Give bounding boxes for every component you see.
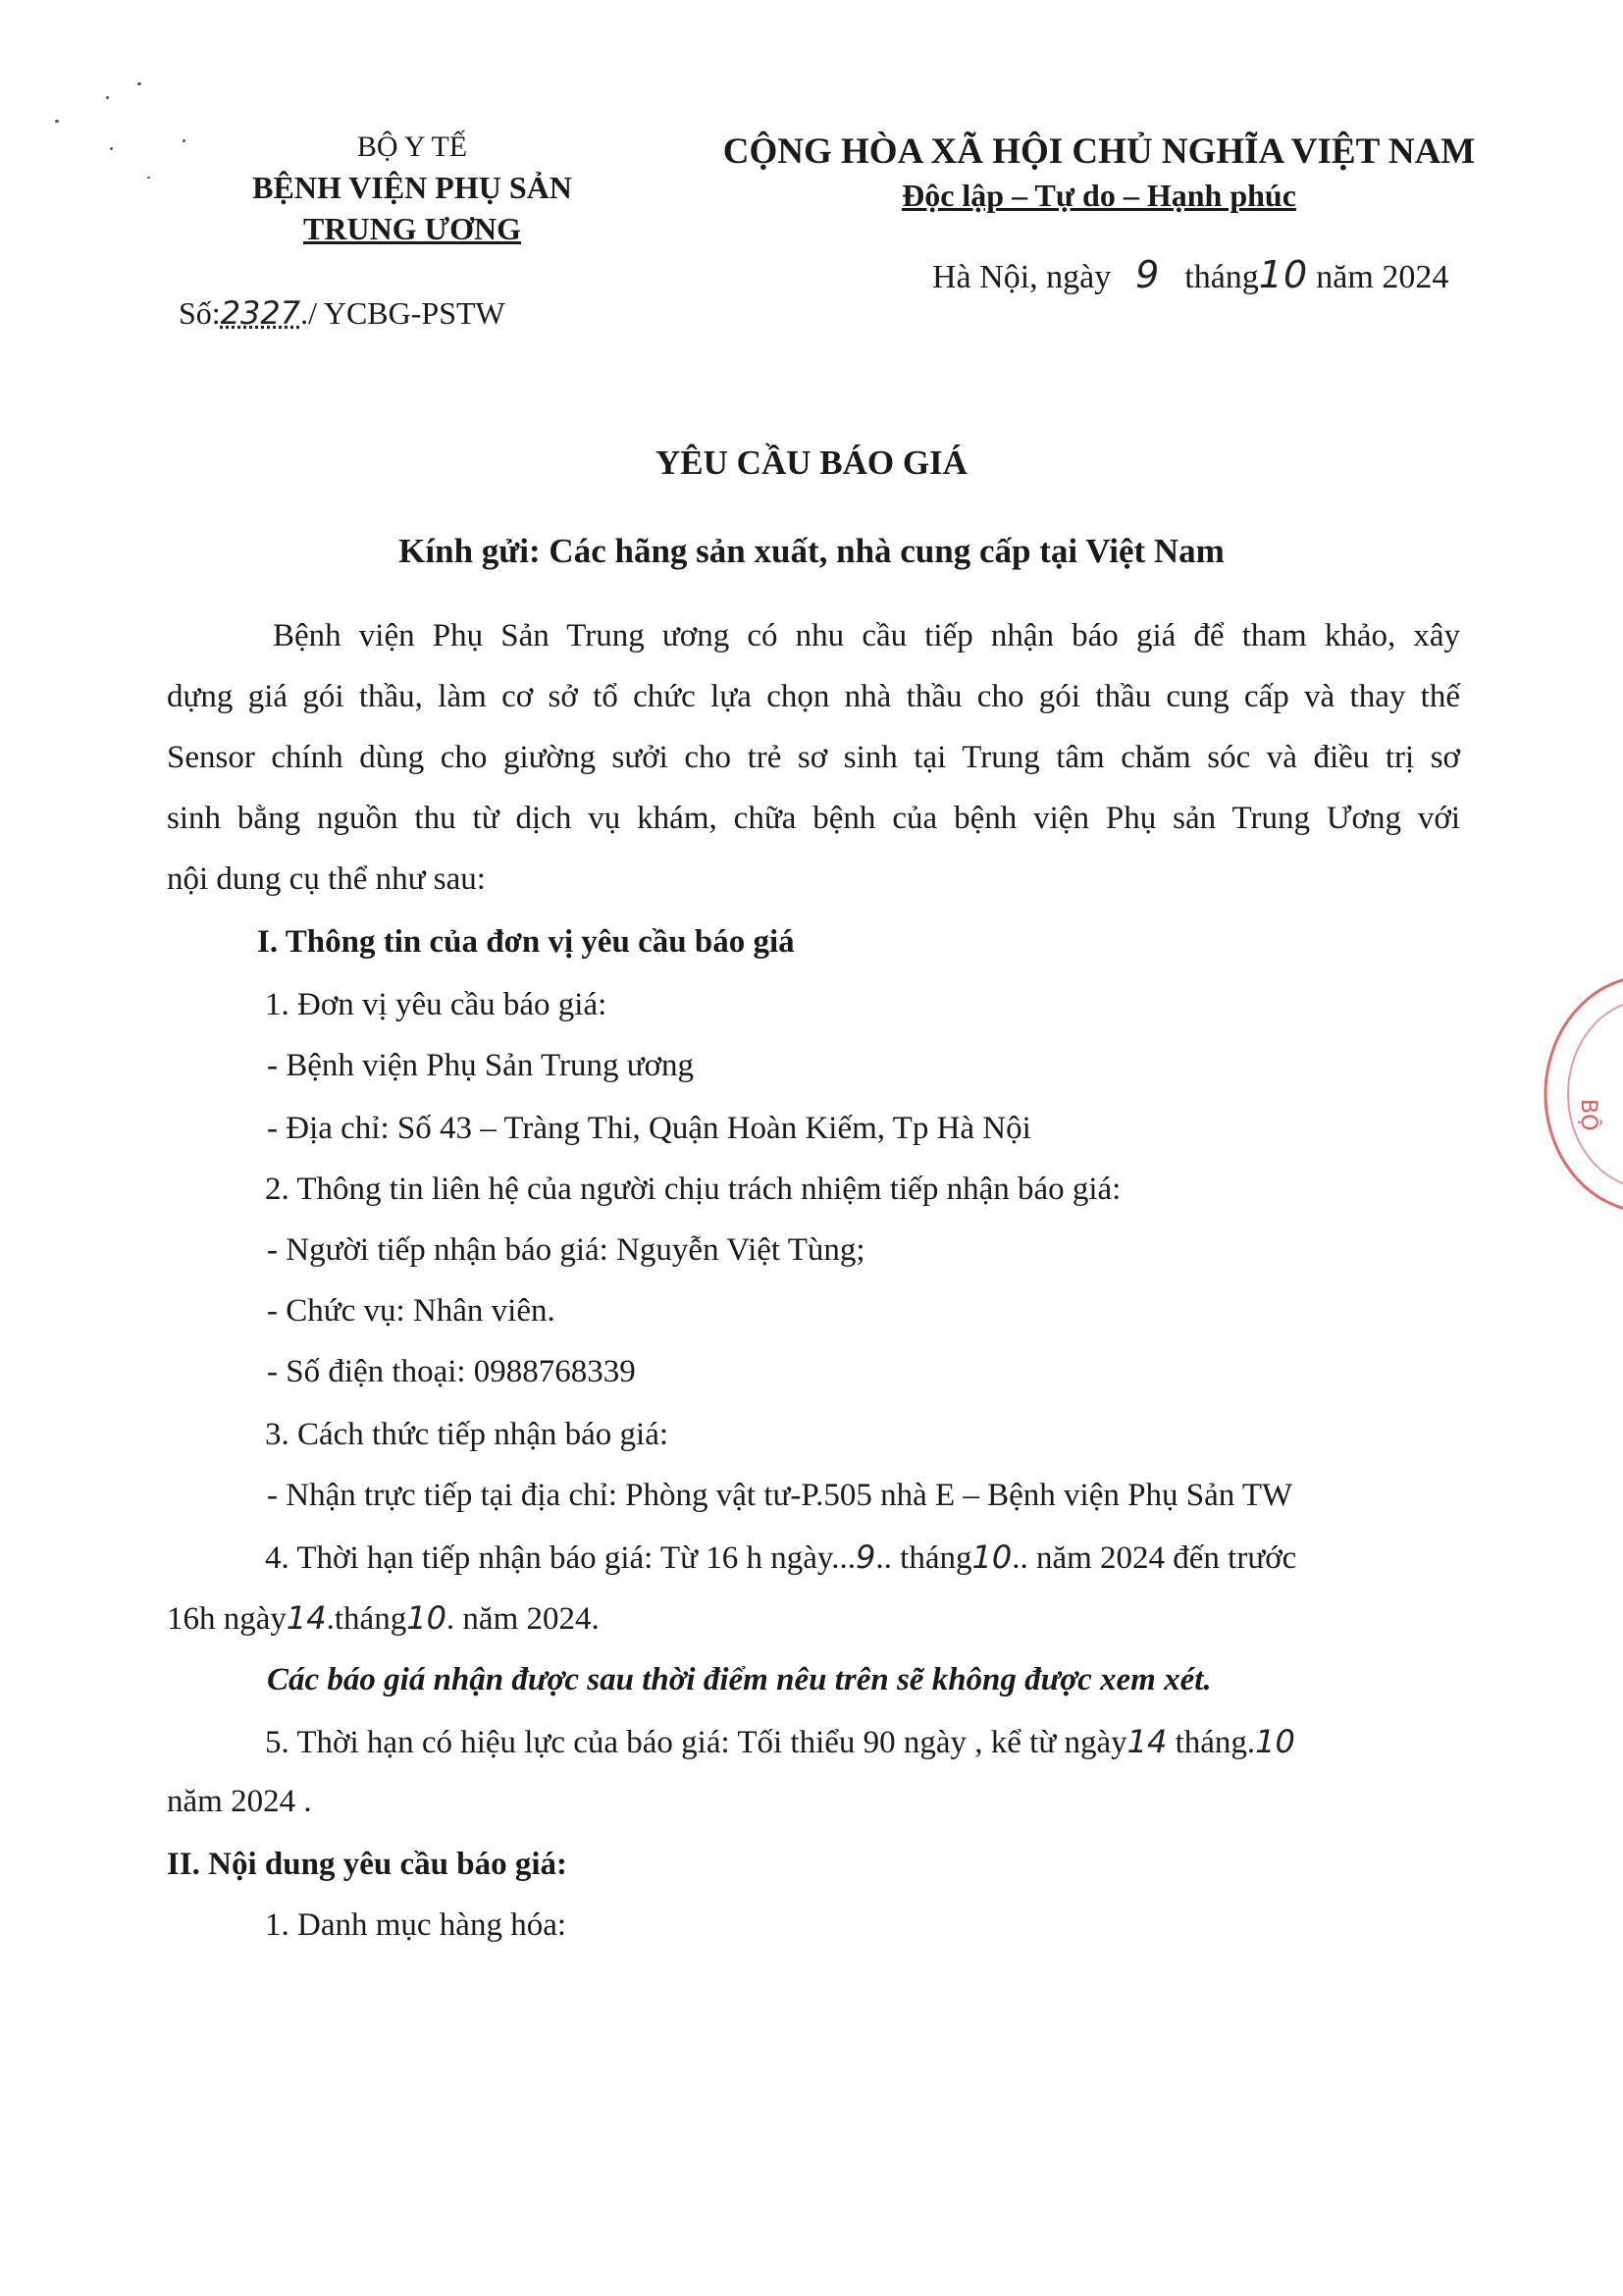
issue-date xyxy=(932,253,1448,296)
intro-line-4: sinh bằng nguồn thu từ dịch vụ khám, chữa bệnh của bệnh viện Phụ sản Trung Ương với xyxy=(167,801,1460,836)
intro-line-2: dựng giá gói thầu, làm cơ sở tổ chức lựa chọn nhà thầu cho gói thầu cung cấp và thay thế xyxy=(167,679,1460,714)
section-2-heading: II. Nội dung yêu cầu báo giá: xyxy=(167,1847,568,1882)
document-reference xyxy=(179,294,505,332)
receiver-phone: - Số điện thoại: 0988768339 xyxy=(267,1354,636,1389)
section-1-item-4 xyxy=(265,1539,1296,1577)
late-submission-note: Các báo giá nhận được sau thời điểm nêu trên sẽ không được xem xét. xyxy=(267,1662,1212,1697)
hospital-name-line2: TRUNG ƯƠNG xyxy=(303,211,521,246)
section-1-item-4-cont xyxy=(167,1599,600,1638)
stamp-text: BỘ xyxy=(1576,1099,1600,1131)
item-4-text-e: .tháng xyxy=(326,1601,407,1637)
scan-speck xyxy=(137,82,141,85)
receiver-name: - Người tiếp nhận báo giá: Nguyễn Việt Tùng; xyxy=(267,1232,865,1268)
receive-to-day-handwritten: 14 xyxy=(286,1599,327,1637)
receiver-position: - Chức vụ: Nhân viên. xyxy=(267,1293,555,1329)
item-4-text-c: .. năm 2024 đến trước xyxy=(1012,1540,1297,1576)
item-4-text-b: .. tháng xyxy=(875,1540,972,1576)
scan-speck xyxy=(183,139,185,142)
document-title: YÊU CẦU BÁO GIÁ xyxy=(655,444,968,482)
section-1-item-3: 3. Cách thức tiếp nhận báo giá: xyxy=(265,1417,669,1452)
item-5-text-b: tháng. xyxy=(1167,1725,1256,1760)
receipt-method: - Nhận trực tiếp tại địa chỉ: Phòng vật tư-P.505 nhà E – Bệnh viện Phụ Sản TW xyxy=(267,1478,1293,1513)
ministry-name: BỘ Y TẾ xyxy=(356,130,468,163)
unit-name: - Bệnh viện Phụ Sản Trung ương xyxy=(267,1048,695,1083)
receive-to-month-handwritten: 10 xyxy=(406,1599,446,1637)
national-motto: Độc lập – Tự do – Hạnh phúc xyxy=(902,178,1296,213)
date-prefix: Hà Nội, ngày xyxy=(932,259,1112,295)
item-4-text-f: . năm 2024. xyxy=(445,1601,600,1637)
addressee: Kính gửi: Các hãng sản xuất, nhà cung cấp tại Việt Nam xyxy=(398,532,1225,570)
stamp-ring-icon xyxy=(1531,962,1623,1226)
section-1-item-5-cont: năm 2024 . xyxy=(167,1784,312,1819)
item-5-text-a: 5. Thời hạn có hiệu lực của báo giá: Tối thiểu 90 ngày , kể từ ngày xyxy=(265,1725,1127,1760)
ref-prefix: Số: xyxy=(179,295,221,331)
date-month-handwritten: 10 xyxy=(1258,253,1309,296)
header-right xyxy=(667,130,1531,216)
validity-month-handwritten: 10 xyxy=(1255,1723,1295,1760)
scan-speck xyxy=(147,177,150,179)
intro-line-1: Bệnh viện Phụ Sản Trung ương có nhu cầu tiếp nhận báo giá để tham khảo, xây xyxy=(273,618,1460,653)
item-4-text-d: 16h ngày xyxy=(167,1601,287,1637)
scan-speck xyxy=(106,96,109,99)
header-left xyxy=(196,128,628,249)
hospital-name-line1: BỆNH VIỆN PHỤ SẢN xyxy=(252,170,572,205)
item-4-text-a: 4. Thời hạn tiếp nhận báo giá: Từ 16 h ngày... xyxy=(265,1540,857,1576)
intro-line-5: nội dung cụ thể như sau: xyxy=(167,861,486,897)
section-1-heading: I. Thông tin của đơn vị yêu cầu báo giá xyxy=(257,924,795,960)
section-1-item-5 xyxy=(265,1723,1295,1761)
unit-address: - Địa chỉ: Số 43 – Tràng Thi, Quận Hoàn Kiếm, Tp Hà Nội xyxy=(267,1111,1031,1146)
date-month-label: tháng xyxy=(1184,259,1259,295)
receive-from-month-handwritten: 10 xyxy=(971,1539,1013,1576)
official-stamp xyxy=(1531,962,1623,1226)
section-1-item-2: 2. Thông tin liên hệ của người chịu trách nhiệm tiếp nhận báo giá: xyxy=(265,1172,1122,1207)
section-2-item-1: 1. Danh mục hàng hóa: xyxy=(265,1907,567,1943)
intro-line-3: Sensor chính dùng cho giường sưởi cho trẻ sơ sinh tại Trung tâm chăm sóc và điều trị sơ xyxy=(167,740,1460,775)
date-day-handwritten: 9 xyxy=(1135,253,1161,296)
scan-speck xyxy=(110,147,113,150)
scan-speck xyxy=(55,120,59,123)
national-title: CỘNG HÒA XÃ HỘI CHỦ NGHĨA VIỆT NAM xyxy=(722,131,1476,172)
date-year: năm 2024 xyxy=(1316,259,1449,295)
ref-suffix: ./ YCBG-PSTW xyxy=(300,295,505,331)
section-1-item-1: 1. Đơn vị yêu cầu báo giá: xyxy=(265,987,607,1022)
receive-from-day-handwritten: 9 xyxy=(856,1539,876,1576)
validity-day-handwritten: 14 xyxy=(1126,1723,1168,1760)
ref-number-handwritten: 2327 xyxy=(220,294,301,332)
